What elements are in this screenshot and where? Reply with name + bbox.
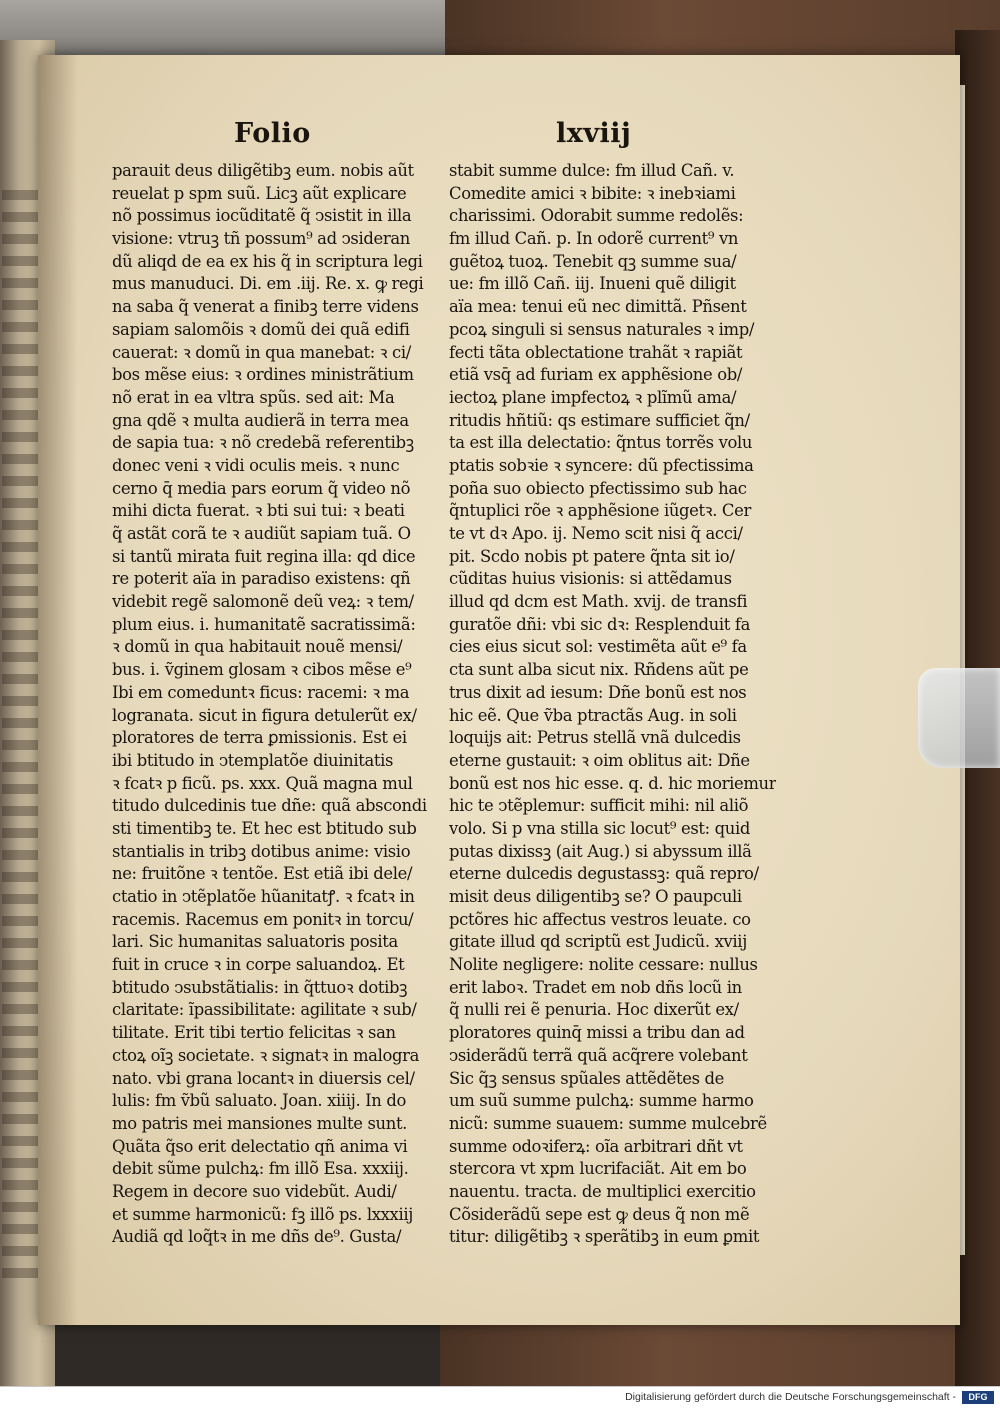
left-column-line: Quãta q̃so erit delectatio qñ anima vi [112,1136,408,1156]
right-column-line: cies eius sicut sol: vestimẽta aũt e⁹ fa [449,637,747,657]
left-column-line: racemis. Racemus em ponitꝛ in torcu/ [112,909,414,929]
right-column-line: eterne dulcedis degustassꝫ: quã repro/ [449,864,759,884]
right-column-line: bonũ est nos hic esse. q. d. hic moriemur [449,773,777,793]
right-column-line: te vt dꝛ Apo. ij. Nemo scit nisi q̃ acci/ [449,524,743,543]
right-column-line: ↄsiderãdũ terrã quã acq̃rere volebant [449,1045,748,1065]
right-column-line: Cõsiderãdũ sepe est ꝙ deus q̃ non mẽ [449,1204,750,1224]
left-column-line: ctoꝝ oĩꝫ societate. ꝛ signatꝛ in malogra [112,1045,420,1065]
right-column-line: illud qd dcm est Math. xvij. de transfi [449,592,748,612]
right-column-line: nicũ: summe suauem: summe mulcebrẽ [449,1113,767,1133]
left-column-line: debit sũme pulchꝝ: fm illõ Esa. xxxiij. [112,1159,409,1179]
left-column-line: ploratores de terra ꝑmissionis. Est ei [112,728,407,748]
footer-bar [0,1386,1000,1408]
right-column-line: guratõe dñi: vbi sic dꝛ: Resplenduit fa [449,614,751,634]
right-column-line: Comedite amici ꝛ bibite: ꝛ inebꝛiami [449,183,736,203]
left-column-line: titudo dulcedinis tue dñe: quã abscondi [112,796,427,816]
right-column-line: trus dixit ad iesum: Dñe bonũ est nos [449,682,747,702]
left-column-line: de sapia tua: ꝛ nõ credebã referentibꝫ [112,433,414,453]
left-column-line: ꝛ fcatꝛ p ficũ. ps. xxx. Quã magna mul [112,773,413,793]
right-column-line: ue: fm illõ Cañ. iij. Inueni quẽ diligit [449,274,736,294]
right-column-line: Sic q̃ꝫ sensus spũales attẽdẽtes de [449,1068,725,1088]
left-column-line: nato. vbi grana locantꝛ in diuersis cel/ [112,1068,415,1088]
right-column-line: eterne gustauit: ꝛ oim oblitus ait: Dñe [449,750,750,770]
left-column-line: ꝛ domũ in qua habitauit nouẽ mensi/ [112,637,403,657]
right-column-line: iectoꝝ plane impfectoꝝ ꝛ plĩmũ ama/ [449,387,737,407]
right-column-line: charissimi. Odorabit summe redolẽs: [449,206,744,226]
left-column-line: parauit deus diligẽtibꝫ eum. nobis aũt [112,161,414,180]
right-column-line: pit. Scdo nobis pt patere q̃nta sit io/ [449,546,735,566]
left-column-line: cauerat: ꝛ domũ in qua manebat: ꝛ ci/ [112,342,411,362]
funding-notice: Digitalisierung gefördert durch die Deutsche Forschungsgemeinschaft - [625,1391,956,1403]
right-column-line: ritudis hñtiũ: qs estimare sufficiet q̃n/ [449,410,750,430]
left-column-line: fuit in cruce ꝛ in corpe saluandoꝝ. Et [112,955,405,975]
right-column-line: gitate illud qd scriptũ est Judicũ. xviij [449,932,747,952]
left-column-line: claritate: ĩpassibilitate: agilitate ꝛ sub/ [112,1000,417,1020]
left-column-line: ibi btitudo in ↄtemplatõe diuinitatis [112,750,394,770]
page-number-header: lxviij [556,118,632,149]
left-column-line: Ibi em comeduntꝛ ficus: racemi: ꝛ ma [112,682,410,702]
folio-header: Folio [234,118,311,149]
left-column-line: Audiã qd loq̃tꝛ in me dñs de⁹. Gusta/ [112,1227,402,1247]
text-column-left [112,160,427,1249]
left-column-line: bus. i. ṽginem glosam ꝛ cibos mẽse e⁹ [112,660,412,680]
left-column-line: lari. Sic humanitas saluatoris posita [112,932,398,952]
right-column-line: cta sunt alba sicut nix. Rñdens aũt pe [449,660,749,680]
dfg-logo: DFG [962,1391,994,1404]
right-column-line: fecti tãta oblectatione trahãt ꝛ rapiãt [449,342,743,362]
right-column-line: hic te ↄtẽplemur: sufficit mihi: nil aliõ [449,796,749,816]
right-column-line: volo. Si p vna stilla sic locut⁹ est: quid [449,818,751,838]
right-column-line: q̃ nulli rei ẽ penuria. Hoc dixerũt ex/ [449,1000,739,1020]
left-column-line: stantialis in tribꝫ dotibus anime: visio [112,841,411,861]
cloth-binding [0,0,445,62]
right-column-line: nauentu. tracta. de multiplici exercitio [449,1181,756,1201]
left-column-line: sapiam salomõis ꝛ domũ dei quã edifi [112,319,410,339]
left-column-line: bos mẽse eius: ꝛ ordines ministrãtium [112,365,414,385]
page-gutter-shadow [38,55,78,1325]
left-column-line: sti timentibꝫ te. Et hec est btitudo sub [112,818,417,838]
left-column-line: donec veni ꝛ vidi oculis meis. ꝛ nunc [112,455,400,475]
left-column-line: gna qdẽ ꝛ multa audierã in terra mea [112,410,409,430]
left-column-line: mo patris mei mansiones multe sunt. [112,1113,408,1133]
left-column-line: et summe harmonicũ: fꝫ illõ ps. lxxxiij [112,1204,413,1224]
right-column-line: ptatis sobꝛie ꝛ syncere: dũ pfectissima [449,455,754,475]
right-column-line: ta est illa delectatio: q̃ntus torrẽs volu [449,433,753,453]
text-column-right [449,160,776,1249]
left-column-line: logranata. sicut in figura detulerũt ex/ [112,705,417,725]
right-column-line: aïa mea: tenui eũ nec dimittã. Pñsent [449,297,747,317]
left-column-line: btitudo ↄsubstãtialis: in q̃ttuoꝛ dotibꝫ [112,977,408,997]
right-column-line: hic eẽ. Que ṽba ptractãs Aug. in soli [449,705,737,725]
right-column-line: misit deus diligentibꝫ se? O paupculi [449,887,742,906]
right-column-line: putas dixissꝫ (ait Aug.) si abyssum illã [449,841,752,861]
left-column-line: plum eius. i. humanitatẽ sacratissimã: [112,614,416,634]
right-column-line: stabit summe dulce: fm illud Cañ. v. [449,161,735,180]
right-column-line: erit laboꝛ. Tradet em nob dñs locũ in [449,977,742,997]
left-column-line: tilitate. Erit tibi tertio felicitas ꝛ san [112,1023,396,1043]
right-column-line: stercora vt xpm lucrifaciãt. Ait em bo [449,1159,747,1179]
left-column-line: visione: vtruꝫ tñ possum⁹ ad ↄsideran [112,229,410,249]
right-column-line: q̃ntuplici rõe ꝛ apphẽsione iũgetꝛ. Cer [449,501,751,521]
right-column-line: poña suo obiecto pfectissimo sub hac [449,478,747,498]
left-column-line: re poterit aïa in paradiso existens: qñ [112,569,411,589]
left-column-line: cerno q̄ media pars eorum q̃ video nõ [112,478,411,498]
left-column-line: q̃ astãt corã te ꝛ audiũt sapiam tuã. O [112,524,411,543]
right-column-line: Nolite negligere: nolite cessare: nullus [449,955,758,975]
plastic-page-clip [918,668,1000,768]
right-column-line: loquijs ait: Petrus stellã vnã dulcedis [449,728,741,748]
left-column-line: Regem in decore suo videbũt. Audi/ [112,1181,397,1201]
left-column-line: nõ possimus iocũditatẽ q̃ ↄsistit in illa [112,206,412,226]
left-column-line: mihi dicta fuerat. ꝛ bti sui tui: ꝛ beati [112,501,405,521]
right-column-line: pcoꝝ singuli si sensus naturales ꝛ imp/ [449,319,755,339]
right-column-line: um suũ summe pulchꝝ: summe harmo [449,1091,754,1111]
left-column-line: ctatio in ↄtẽplatõe hũanitatꝭ. ꝛ fcatꝛ in [112,887,415,906]
left-column-line: mus manuduci. Di. em .iij. Re. x. ꝙ regi [112,274,424,294]
left-column-line: nõ erat in ea vltra spũs. sed ait: Ma [112,387,395,407]
left-column-line: na saba q̃ venerat a finibꝫ terre videns [112,297,419,317]
right-column-line: titur: diligẽtibꝫ ꝛ sperãtibꝫ in eum ꝑmit [449,1227,760,1247]
left-column-line: ne: fruitõne ꝛ tentõe. Est etiã ibi dele/ [112,864,413,884]
right-column-line: guẽtoꝝ tuoꝝ. Tenebit qꝫ summe sua/ [449,251,737,271]
right-column-line: ploratores quinq̄ missi a tribu dan ad [449,1023,745,1043]
right-column-line: cũditas huius visionis: si attẽdamus [449,569,732,589]
right-column-line: summe odoꝛiferꝝ: oĩa arbitrari dñt vt [449,1136,743,1156]
left-column-line: lulis: fm ṽbũ saluato. Joan. xiiij. In do [112,1091,407,1111]
left-column-line: dũ aliqd de ea ex his q̃ in scriptura legi [112,251,423,271]
left-column-line: reuelat p spm suũ. Licꝫ aũt explicare [112,183,407,203]
right-column-line: etiã vsq̄ ad furiam ex apphẽsione ob/ [449,365,743,385]
left-column-line: si tantũ mirata fuit regina illa: qd dice [112,546,416,566]
right-column-line: fm illud Cañ. p. In odorẽ current⁹ vn [449,229,739,249]
left-column-line: videbit regẽ salomonẽ deũ veꝝ: ꝛ tem/ [112,592,414,612]
right-column-line: pctõres hic affectus vestros leuate. co [449,909,751,929]
